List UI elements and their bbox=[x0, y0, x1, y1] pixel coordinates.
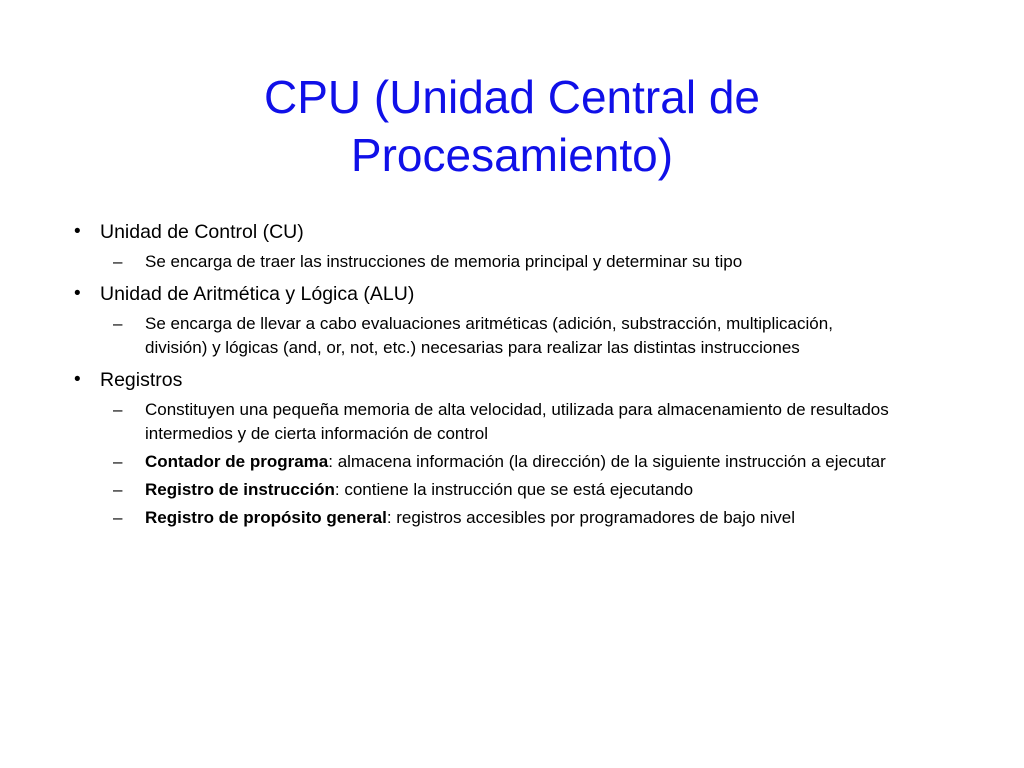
bullet-icon: • bbox=[74, 221, 81, 242]
list-item bbox=[100, 450, 892, 474]
list-item-term: Registro de instrucción bbox=[145, 480, 335, 499]
sub-list bbox=[100, 312, 892, 360]
slide-title-line-2: Procesamiento) bbox=[350, 129, 674, 181]
list-item bbox=[100, 312, 892, 360]
list-item-text: Constituyen una pequeña memoria de alta velocidad, utilizada para almacenamiento de resultados intermedios y de cierta información de control bbox=[145, 400, 889, 443]
bullet-icon: • bbox=[74, 283, 81, 304]
section-registers bbox=[72, 366, 892, 530]
section-heading: Registros bbox=[100, 369, 183, 391]
dash-icon: – bbox=[113, 508, 123, 527]
list-item bbox=[100, 506, 892, 530]
dash-icon: – bbox=[113, 252, 123, 271]
list-item bbox=[100, 398, 892, 446]
dash-icon: – bbox=[113, 480, 123, 499]
section-alu bbox=[72, 280, 892, 360]
section-heading: Unidad de Control (CU) bbox=[100, 221, 304, 243]
list-item bbox=[100, 250, 892, 274]
list-item-text: Se encarga de llevar a cabo evaluaciones aritméticas (adición, substracción, multiplicación, división) y lógicas (and, or, not, etc.) necesarias para realizar las distintas instrucciones bbox=[145, 314, 833, 357]
list-item-term: Contador de programa bbox=[145, 452, 329, 471]
dash-icon: – bbox=[113, 400, 123, 419]
dash-icon: – bbox=[113, 314, 123, 333]
list-item-text: : contiene la instrucción que se está ejecutando bbox=[334, 480, 694, 499]
slide-title bbox=[0, 68, 1024, 184]
sub-list bbox=[100, 398, 892, 530]
slide-title-line-1: CPU (Unidad Central de bbox=[263, 71, 760, 123]
section-heading: Unidad de Aritmética y Lógica (ALU) bbox=[100, 283, 415, 305]
section-control-unit bbox=[72, 218, 892, 274]
list-item bbox=[100, 478, 892, 502]
list-item-text: Se encarga de traer las instrucciones de memoria principal y determinar su tipo bbox=[145, 252, 743, 271]
bullet-icon: • bbox=[74, 369, 81, 390]
list-item-term: Registro de propósito general bbox=[145, 508, 387, 527]
sub-list bbox=[100, 250, 892, 274]
slide-content bbox=[72, 218, 892, 530]
list-item-text: : almacena información (la dirección) de la siguiente instrucción a ejecutar bbox=[328, 452, 886, 471]
list-item-text: : registros accesibles por programadores de bajo nivel bbox=[386, 508, 796, 527]
dash-icon: – bbox=[113, 452, 123, 471]
